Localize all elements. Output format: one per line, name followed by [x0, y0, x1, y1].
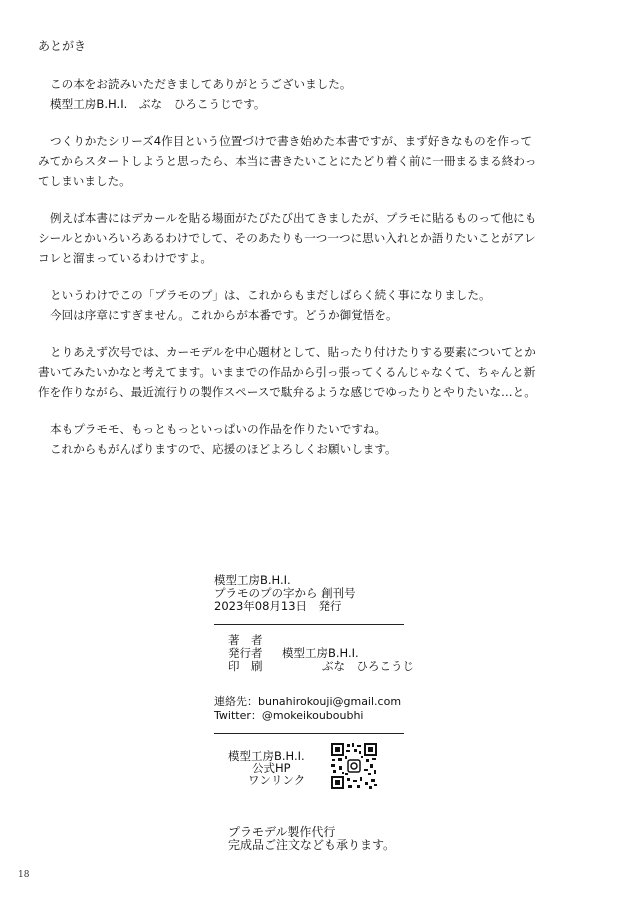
text-line: 本もプラモモ、もっともっといっぱいの作品を作りたいですね。 [50, 422, 387, 436]
contact-email: 連絡先：bunahirokouji@gmail.com [214, 695, 402, 708]
divider [214, 624, 404, 625]
staff-credits [228, 634, 414, 673]
qr-code-icon[interactable] [330, 742, 378, 790]
service-line: プラモデル製作代行 [228, 825, 336, 839]
colophon-title [214, 574, 414, 613]
promo-official-hp: 公式HP [252, 761, 291, 775]
text-line: 書いてみたいかなと考えてます。いままでの作品から引っ張ってくるんじゃなくて、ちゃんと新 [38, 365, 536, 379]
service-notice [228, 826, 414, 852]
publish-date: 2023年08月13日 発行 [214, 599, 342, 613]
text-line: この本をお読みいただきましてありがとうございました。 [50, 77, 352, 91]
promo-circle-name: 模型工房B.H.I. [228, 749, 305, 763]
text-line: 今回は序章にすぎません。これからが本番です。どうか御覚悟を。 [50, 308, 398, 322]
paragraph-6 [38, 419, 608, 459]
promo-block [214, 742, 414, 822]
afterword [38, 36, 608, 476]
divider [214, 733, 404, 734]
circle-name: 模型工房B.H.I. [214, 573, 291, 587]
text-line: てしまいました。 [38, 174, 131, 188]
contact-info [214, 695, 414, 723]
text-line: というわけでこの「プラモのプ」は、これからもまだしばらく続く事になりました。 [50, 288, 491, 302]
author-label: 著 者 [228, 633, 263, 647]
colophon [214, 574, 414, 852]
paragraph-3 [38, 208, 608, 268]
promo-onelink: ワンリンク [248, 773, 306, 787]
text-line: 例えば本書にはデカールを貼る場面がたびたび出てきましたが、プラモに貼るものって他にも [50, 211, 537, 225]
text-line: みてからスタートしようと思ったら、本当に書きたいことにたどり着く前に一冊まるまる終わっ [38, 154, 537, 168]
paragraph-1 [38, 74, 608, 114]
paragraph-5 [38, 342, 608, 402]
page-number: 18 [18, 870, 30, 880]
publisher-label: 発行者 [228, 646, 263, 660]
service-line: 完成品ご注文なども承ります。 [228, 838, 396, 852]
text-line: シールとかいろいろあるわけでして、そのあたりも一つ一つに思い入れとか語りたいことがアレ [38, 231, 536, 245]
paragraph-2 [38, 131, 608, 191]
printer-label: 印 刷 [228, 659, 263, 673]
book-title: プラモのプの字から 創刊号 [214, 586, 356, 600]
text-line: つくりかたシリーズ4作目という位置づけで書き始めた本書ですが、まず好きなものを作って [50, 134, 533, 148]
text-line: これからもがんばりますので、応援のほどよろしくお願いします。 [50, 442, 397, 456]
paragraph-4 [38, 285, 608, 325]
afterword-heading: あとがき [38, 39, 87, 53]
text-line: 模型工房B.H.I. ぶな ひろこうじです。 [50, 97, 266, 111]
contact-twitter: Twitter：@mokeikouboubhi [214, 709, 364, 722]
text-line: 作を作りながら、最近流行りの製作スペースで駄弁るような感じでゆったりとやりたいな…と。 [38, 385, 536, 399]
publisher-value: 模型工房B.H.I. [282, 646, 359, 660]
printer-value: ぶな ひろこうじ [322, 659, 414, 673]
text-line: とりあえず次号では、カーモデルを中心題材として、貼ったり付けたりする要素についてとか [50, 345, 536, 359]
printer-row [228, 660, 414, 673]
text-line: コレと溜まっているわけですよ。 [38, 251, 212, 265]
